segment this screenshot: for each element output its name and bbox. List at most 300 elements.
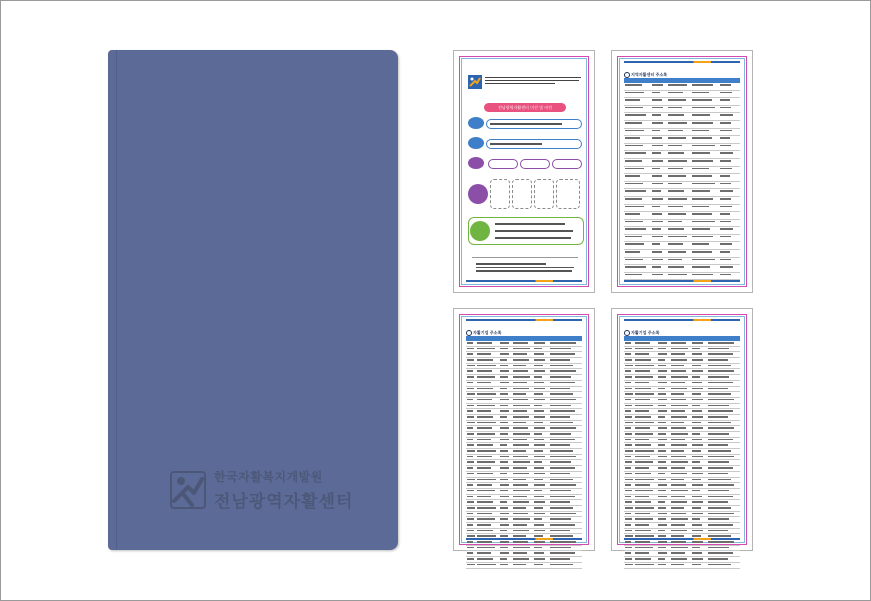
table-cell bbox=[708, 479, 731, 481]
table-cell bbox=[692, 518, 700, 520]
table-cell bbox=[500, 547, 508, 549]
table-cell bbox=[467, 416, 474, 418]
table-cell bbox=[513, 456, 528, 458]
table-cell bbox=[720, 206, 732, 208]
table-cell bbox=[652, 99, 662, 101]
table-cell bbox=[550, 353, 575, 355]
table-cell bbox=[467, 388, 474, 390]
table-cell bbox=[692, 416, 703, 418]
table-cell bbox=[550, 473, 570, 475]
table-cell bbox=[635, 456, 650, 458]
table-cell bbox=[477, 541, 492, 543]
table-cell bbox=[671, 501, 687, 503]
table-cell bbox=[652, 152, 661, 154]
table-cell bbox=[625, 433, 632, 435]
table-cell bbox=[500, 501, 507, 503]
table-cell bbox=[671, 422, 684, 424]
table-cell bbox=[692, 479, 701, 481]
table-cell bbox=[671, 473, 687, 475]
table-cell bbox=[658, 365, 666, 367]
table-row bbox=[466, 563, 582, 569]
table-cell bbox=[635, 535, 654, 537]
table-cell bbox=[708, 541, 734, 543]
table-cell bbox=[534, 353, 544, 355]
table-cell bbox=[692, 251, 712, 253]
table-cell bbox=[467, 410, 473, 412]
intro-text-lines bbox=[485, 75, 581, 86]
table-cell bbox=[720, 152, 733, 154]
table-cell bbox=[658, 552, 667, 554]
table-cell bbox=[668, 206, 683, 208]
table-cell bbox=[625, 450, 633, 452]
table-cell bbox=[635, 501, 651, 503]
table-cell bbox=[720, 213, 730, 215]
table-cell bbox=[652, 221, 663, 223]
table-cell bbox=[720, 266, 733, 268]
table-cell bbox=[635, 433, 653, 435]
table-cell bbox=[625, 547, 632, 549]
table-cell bbox=[513, 473, 529, 475]
goals-box bbox=[468, 217, 584, 245]
table-cell bbox=[652, 206, 660, 208]
table-cell bbox=[708, 427, 734, 429]
table-cell bbox=[720, 84, 731, 86]
table-cell bbox=[500, 558, 507, 560]
table-cell bbox=[708, 490, 729, 492]
table-cell bbox=[692, 405, 700, 407]
table-cell bbox=[477, 365, 496, 367]
table-cell bbox=[658, 518, 666, 520]
table-cell bbox=[720, 236, 731, 238]
table-cell bbox=[550, 359, 570, 361]
table-cell bbox=[671, 399, 686, 401]
table-cell bbox=[708, 388, 728, 390]
table-cell bbox=[513, 427, 528, 429]
table-cell bbox=[625, 541, 631, 543]
table-cell bbox=[467, 370, 473, 372]
booklet-page-4 bbox=[611, 308, 753, 551]
table-cell bbox=[692, 376, 700, 378]
center-logo-icon bbox=[170, 471, 206, 509]
table-cell bbox=[477, 342, 492, 344]
table-cell bbox=[658, 490, 666, 492]
table-cell bbox=[500, 552, 509, 554]
table-cell bbox=[477, 467, 491, 469]
table-cell bbox=[467, 479, 475, 481]
table-cell bbox=[513, 541, 528, 543]
table-cell bbox=[513, 342, 528, 344]
table-cell bbox=[720, 198, 731, 200]
table-cell bbox=[652, 274, 663, 276]
table-cell bbox=[658, 473, 665, 475]
table-cell bbox=[692, 439, 702, 441]
table-cell bbox=[671, 359, 687, 361]
table-cell bbox=[671, 393, 684, 395]
table-row bbox=[624, 121, 740, 129]
mission-row bbox=[468, 117, 582, 129]
table-cell bbox=[550, 422, 573, 424]
table-cell bbox=[467, 382, 473, 384]
table-cell bbox=[550, 382, 575, 384]
table-row bbox=[624, 265, 740, 273]
table-cell bbox=[625, 175, 640, 177]
table-cell bbox=[500, 467, 509, 469]
table-cell bbox=[635, 393, 654, 395]
table-cell bbox=[534, 365, 543, 367]
table-cell bbox=[500, 382, 509, 384]
table-cell bbox=[671, 547, 688, 549]
table-cell bbox=[692, 382, 702, 384]
table-cell bbox=[513, 393, 526, 395]
table-cell bbox=[513, 382, 527, 384]
table-cell bbox=[500, 513, 509, 515]
table-cell bbox=[658, 513, 667, 515]
table-cell bbox=[467, 501, 474, 503]
table-cell bbox=[635, 564, 654, 566]
table-cell bbox=[658, 496, 667, 498]
table-cell bbox=[635, 365, 654, 367]
table-cell bbox=[513, 433, 530, 435]
table-cell bbox=[720, 228, 733, 230]
table-cell bbox=[692, 168, 709, 170]
table-cell bbox=[692, 433, 700, 435]
table-cell bbox=[692, 467, 702, 469]
table-cell bbox=[477, 518, 495, 520]
table-cell bbox=[534, 439, 544, 441]
table-cell bbox=[692, 496, 702, 498]
page-4-title: 자활기업 주소록 bbox=[631, 330, 660, 335]
table-cell bbox=[658, 393, 666, 395]
table-cell bbox=[625, 518, 632, 520]
table-cell bbox=[652, 175, 662, 177]
table-cell bbox=[692, 484, 703, 486]
table-cell bbox=[513, 564, 526, 566]
table-cell bbox=[692, 370, 703, 372]
table-cell bbox=[550, 490, 571, 492]
table-cell bbox=[513, 416, 529, 418]
table-cell bbox=[668, 213, 686, 215]
table-cell bbox=[668, 251, 686, 253]
table-cell bbox=[708, 461, 729, 463]
table-row bbox=[624, 205, 740, 213]
table-cell bbox=[477, 450, 496, 452]
table-cell bbox=[500, 427, 509, 429]
table-cell bbox=[477, 382, 491, 384]
table-cell bbox=[500, 473, 507, 475]
table-cell bbox=[671, 450, 684, 452]
table-cell bbox=[652, 107, 663, 109]
table-cell bbox=[635, 530, 651, 532]
table-cell bbox=[625, 236, 642, 238]
table-cell bbox=[692, 501, 703, 503]
table-cell bbox=[692, 175, 712, 177]
org-name-line1: 한국자활복지개발원 bbox=[214, 470, 323, 484]
table-cell bbox=[513, 484, 528, 486]
table-cell bbox=[467, 535, 475, 537]
table-cell bbox=[692, 564, 701, 566]
table-cell bbox=[652, 259, 663, 261]
table-cell bbox=[668, 114, 684, 116]
table-cell bbox=[671, 444, 687, 446]
table-cell bbox=[625, 183, 643, 185]
table-cell bbox=[550, 410, 575, 412]
table-cell bbox=[477, 444, 493, 446]
table-cell bbox=[658, 376, 666, 378]
table-cell bbox=[534, 496, 544, 498]
table-cell bbox=[720, 243, 732, 245]
table-cell bbox=[534, 422, 543, 424]
table-row bbox=[624, 167, 740, 175]
table-cell bbox=[625, 535, 633, 537]
table-cell bbox=[635, 382, 649, 384]
table-cell bbox=[467, 524, 473, 526]
table-cell bbox=[477, 547, 495, 549]
table-cell bbox=[692, 524, 702, 526]
table-cell bbox=[477, 473, 493, 475]
table-cell bbox=[692, 456, 703, 458]
table-cell bbox=[550, 427, 576, 429]
table-cell bbox=[708, 530, 728, 532]
table-cell bbox=[658, 541, 667, 543]
table-cell bbox=[550, 535, 573, 537]
table-cell bbox=[652, 92, 660, 94]
table-cell bbox=[658, 484, 667, 486]
table-cell bbox=[625, 243, 644, 245]
table-cell bbox=[692, 259, 715, 261]
table-cell bbox=[720, 259, 731, 261]
table-cell bbox=[550, 444, 570, 446]
table-cell bbox=[477, 427, 492, 429]
table-cell bbox=[477, 490, 495, 492]
table-cell bbox=[708, 370, 734, 372]
table-cell bbox=[671, 376, 688, 378]
table-row bbox=[624, 144, 740, 152]
table-row bbox=[624, 242, 740, 250]
table-cell bbox=[500, 405, 508, 407]
table-cell bbox=[708, 393, 731, 395]
table-cell bbox=[708, 552, 733, 554]
table-cell bbox=[658, 388, 665, 390]
table-cell bbox=[635, 558, 651, 560]
table-cell bbox=[500, 479, 508, 481]
table-cell bbox=[625, 259, 643, 261]
table-cell bbox=[467, 444, 474, 446]
table-cell bbox=[658, 410, 667, 412]
table-cell bbox=[500, 490, 508, 492]
table-cell bbox=[658, 456, 667, 458]
table-cell bbox=[671, 342, 686, 344]
table-row bbox=[624, 258, 740, 266]
table-cell bbox=[671, 370, 686, 372]
table-cell bbox=[692, 342, 703, 344]
table-cell bbox=[708, 484, 734, 486]
table-cell bbox=[500, 541, 509, 543]
table-cell bbox=[625, 370, 631, 372]
table-cell bbox=[671, 427, 686, 429]
table-cell bbox=[671, 496, 685, 498]
table-cell bbox=[668, 175, 686, 177]
table-cell bbox=[708, 376, 729, 378]
table-cell bbox=[635, 507, 654, 509]
table-cell bbox=[500, 416, 507, 418]
table-cell bbox=[708, 558, 728, 560]
table-cell bbox=[708, 342, 734, 344]
table-cell bbox=[513, 422, 526, 424]
table-cell bbox=[477, 405, 495, 407]
table-row bbox=[624, 113, 740, 121]
table-cell bbox=[671, 484, 686, 486]
table-cell bbox=[534, 513, 545, 515]
table-cell bbox=[635, 388, 651, 390]
table-cell bbox=[658, 399, 667, 401]
table-cell bbox=[500, 564, 508, 566]
table-cell bbox=[550, 365, 573, 367]
table-cell bbox=[625, 422, 633, 424]
table-cell bbox=[692, 530, 703, 532]
table-cell bbox=[708, 450, 731, 452]
table-cell bbox=[658, 461, 666, 463]
table-cell bbox=[668, 266, 684, 268]
table-cell bbox=[467, 353, 473, 355]
table-cell bbox=[635, 541, 650, 543]
table-cell bbox=[625, 513, 631, 515]
table-cell bbox=[534, 399, 545, 401]
table-cell bbox=[692, 450, 701, 452]
table-cell bbox=[692, 266, 710, 268]
table-cell bbox=[625, 552, 631, 554]
table-cell bbox=[671, 564, 684, 566]
table-cell bbox=[668, 228, 684, 230]
table-cell bbox=[668, 198, 687, 200]
table-cell bbox=[477, 496, 491, 498]
table-cell bbox=[513, 558, 529, 560]
table-cell bbox=[534, 410, 544, 412]
table-cell bbox=[513, 444, 529, 446]
table-cell bbox=[708, 473, 728, 475]
table-cell bbox=[534, 530, 545, 532]
table-row bbox=[624, 212, 740, 220]
table-cell bbox=[534, 348, 542, 350]
table-cell bbox=[467, 552, 473, 554]
table-cell bbox=[625, 382, 631, 384]
table-cell bbox=[635, 416, 651, 418]
table-cell bbox=[692, 535, 701, 537]
table-cell bbox=[708, 353, 733, 355]
table-cell bbox=[658, 342, 667, 344]
table-cell bbox=[708, 507, 731, 509]
center-address-table bbox=[624, 78, 740, 279]
table-cell bbox=[708, 518, 729, 520]
table-cell bbox=[671, 456, 686, 458]
table-cell bbox=[500, 496, 509, 498]
table-cell bbox=[668, 122, 687, 124]
table-cell bbox=[692, 359, 703, 361]
table-cell bbox=[550, 484, 576, 486]
table-cell bbox=[692, 107, 715, 109]
table-cell bbox=[500, 353, 509, 355]
table-cell bbox=[635, 473, 651, 475]
table-cell bbox=[692, 92, 709, 94]
table-cell bbox=[625, 152, 646, 154]
table-cell bbox=[658, 524, 667, 526]
table-cell bbox=[720, 168, 732, 170]
table-cell bbox=[534, 518, 542, 520]
table-cell bbox=[550, 450, 573, 452]
table-cell bbox=[467, 507, 475, 509]
table-cell bbox=[692, 236, 713, 238]
table-cell bbox=[500, 524, 509, 526]
table-row bbox=[624, 91, 740, 99]
table-cell bbox=[513, 399, 528, 401]
table-cell bbox=[652, 266, 661, 268]
table-cell bbox=[500, 530, 507, 532]
table-row bbox=[624, 83, 740, 91]
table-cell bbox=[467, 450, 475, 452]
table-cell bbox=[692, 114, 710, 116]
table-cell bbox=[652, 160, 663, 162]
table-cell bbox=[467, 433, 474, 435]
table-cell bbox=[467, 405, 474, 407]
table-cell bbox=[477, 439, 491, 441]
table-cell bbox=[550, 518, 571, 520]
table-cell bbox=[652, 228, 661, 230]
table-cell bbox=[625, 168, 644, 170]
table-cell bbox=[671, 558, 687, 560]
strategy-row bbox=[468, 179, 582, 209]
table-cell bbox=[534, 342, 545, 344]
table-cell bbox=[635, 547, 653, 549]
table-cell bbox=[625, 524, 631, 526]
table-cell bbox=[658, 564, 666, 566]
table-cell bbox=[692, 145, 715, 147]
table-cell bbox=[635, 490, 653, 492]
table-cell bbox=[720, 175, 730, 177]
table-cell bbox=[467, 541, 473, 543]
table-cell bbox=[500, 444, 507, 446]
table-cell bbox=[652, 122, 663, 124]
table-row bbox=[624, 129, 740, 137]
table-row bbox=[624, 563, 740, 569]
table-cell bbox=[500, 410, 509, 412]
table-cell bbox=[671, 388, 687, 390]
table-row bbox=[624, 174, 740, 182]
table-cell bbox=[671, 513, 686, 515]
table-row bbox=[624, 227, 740, 235]
table-cell bbox=[692, 393, 701, 395]
table-cell bbox=[708, 524, 733, 526]
table-cell bbox=[625, 348, 632, 350]
table-cell bbox=[635, 439, 649, 441]
table-cell bbox=[534, 359, 545, 361]
table-cell bbox=[477, 507, 496, 509]
table-cell bbox=[668, 84, 687, 86]
table-cell bbox=[692, 353, 702, 355]
table-cell bbox=[720, 160, 731, 162]
table-cell bbox=[635, 376, 653, 378]
table-cell bbox=[692, 507, 701, 509]
table-cell bbox=[658, 382, 667, 384]
table-cell bbox=[625, 359, 632, 361]
table-cell bbox=[500, 422, 508, 424]
table-cell bbox=[625, 461, 632, 463]
table-cell bbox=[708, 467, 733, 469]
enterprise-address-table-1 bbox=[466, 336, 582, 537]
table-cell bbox=[708, 444, 728, 446]
table-cell bbox=[550, 370, 576, 372]
table-cell bbox=[500, 461, 508, 463]
table-cell bbox=[708, 348, 729, 350]
table-cell bbox=[534, 370, 545, 372]
